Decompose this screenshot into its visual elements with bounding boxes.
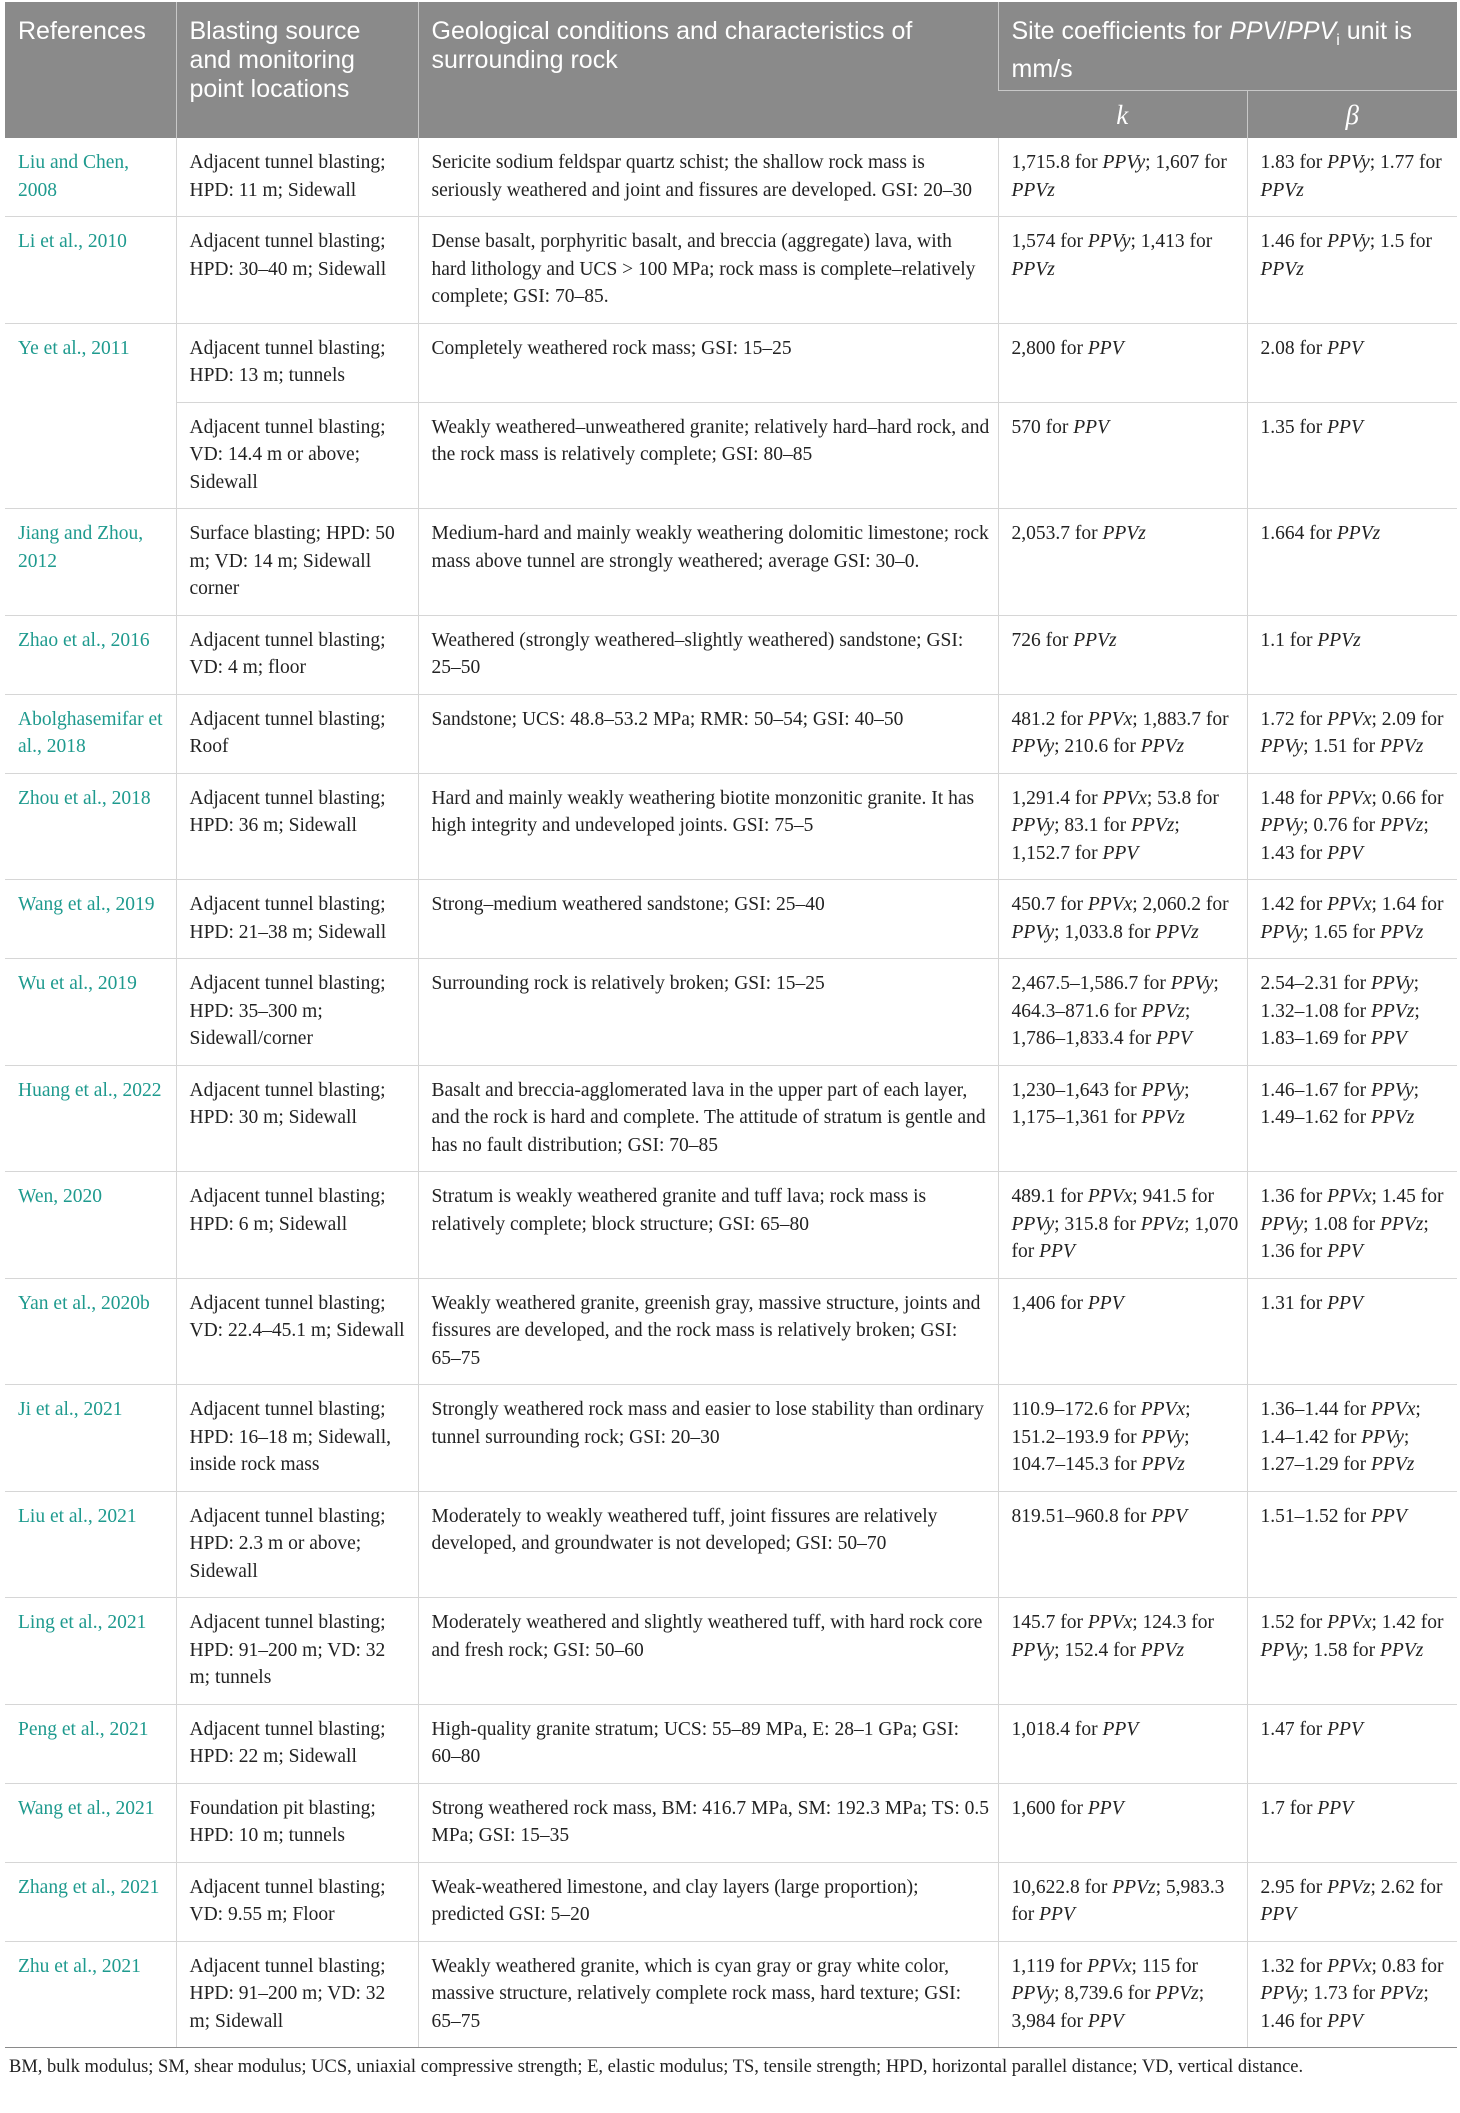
- cell-beta: 1.47 for PPV: [1247, 1704, 1457, 1783]
- header-beta: β: [1247, 91, 1457, 139]
- table-row: [5, 1491, 1457, 1598]
- table-row: [5, 1704, 1457, 1783]
- cell-beta: 1.35 for PPV: [1247, 402, 1457, 509]
- table-row: [5, 1862, 1457, 1941]
- cell-geology: Strongly weathered rock mass and easier to lose stability than ordinary tunnel surrounding rock; GSI: 20–30: [418, 1385, 998, 1492]
- cell-beta: 2.54–2.31 for PPVy; 1.32–1.08 for PPVz; 1.83–1.69 for PPV: [1247, 959, 1457, 1066]
- cell-k: 1,574 for PPVy; 1,413 for PPVz: [998, 217, 1247, 324]
- table-row: [5, 323, 1457, 402]
- table-row: [5, 1598, 1457, 1705]
- cell-reference[interactable]: Li et al., 2010: [5, 217, 176, 324]
- cell-beta: 1.51–1.52 for PPV: [1247, 1491, 1457, 1598]
- cell-geology: Moderately weathered and slightly weathered tuff, with hard rock core and fresh rock; GSI: 50–60: [418, 1598, 998, 1705]
- cell-blasting-source: Adjacent tunnel blasting; HPD: 30 m; Sidewall: [176, 1065, 418, 1172]
- cell-geology: Weakly weathered granite, which is cyan gray or gray white color, massive structure, relatively complete rock mass, hard texture; GSI: 65–75: [418, 1941, 998, 2048]
- table-row: [5, 773, 1457, 880]
- cell-beta: 1.7 for PPV: [1247, 1783, 1457, 1862]
- header-coeff-slash: /: [1279, 17, 1287, 45]
- table-row: [5, 615, 1457, 694]
- cell-beta: 1.72 for PPVx; 2.09 for PPVy; 1.51 for PPVz: [1247, 694, 1457, 773]
- cell-blasting-source: Adjacent tunnel blasting; HPD: 21–38 m; Sidewall: [176, 880, 418, 959]
- header-references: References: [5, 2, 176, 138]
- cell-blasting-source: Adjacent tunnel blasting; Roof: [176, 694, 418, 773]
- cell-geology: Weakly weathered granite, greenish gray, massive structure, joints and fissures are developed, and the rock mass is relatively broken; GSI: 65–75: [418, 1278, 998, 1385]
- cell-reference[interactable]: Yan et al., 2020b: [5, 1278, 176, 1385]
- cell-geology: Sericite sodium feldspar quartz schist; the shallow rock mass is seriously weathered and joint and fissures are developed. GSI: 20–30: [418, 138, 998, 217]
- table-row: [5, 1172, 1457, 1279]
- cell-k: 819.51–960.8 for PPV: [998, 1491, 1247, 1598]
- table-row: [5, 1941, 1457, 2048]
- cell-k: 1,291.4 for PPVx; 53.8 for PPVy; 83.1 for PPVz; 1,152.7 for PPV: [998, 773, 1247, 880]
- table-row: [5, 217, 1457, 324]
- cell-reference[interactable]: Liu and Chen, 2008: [5, 138, 176, 217]
- cell-blasting-source: Surface blasting; HPD: 50 m; VD: 14 m; Sidewall corner: [176, 509, 418, 616]
- header-coeff-prefix: Site coefficients for: [1011, 17, 1230, 45]
- cell-blasting-source: Adjacent tunnel blasting; HPD: 36 m; Sidewall: [176, 773, 418, 880]
- cell-k: 145.7 for PPVx; 124.3 for PPVy; 152.4 for PPVz: [998, 1598, 1247, 1705]
- cell-k: 1,715.8 for PPVy; 1,607 for PPVz: [998, 138, 1247, 217]
- cell-reference[interactable]: Zhao et al., 2016: [5, 615, 176, 694]
- table-row: [5, 1385, 1457, 1492]
- cell-blasting-source: Adjacent tunnel blasting; VD: 14.4 m or above; Sidewall: [176, 402, 418, 509]
- cell-geology: Basalt and breccia-agglomerated lava in the upper part of each layer, and the rock is hard and complete. The attitude of stratum is gentle and has no fault distribution; GSI: 70–85: [418, 1065, 998, 1172]
- cell-reference[interactable]: Peng et al., 2021: [5, 1704, 176, 1783]
- cell-reference[interactable]: Ling et al., 2021: [5, 1598, 176, 1705]
- header-coeff-ppv: PPV: [1229, 17, 1280, 45]
- cell-beta: 1.48 for PPVx; 0.66 for PPVy; 0.76 for PPVz; 1.43 for PPV: [1247, 773, 1457, 880]
- table-row: [5, 509, 1457, 616]
- cell-blasting-source: Adjacent tunnel blasting; HPD: 6 m; Sidewall: [176, 1172, 418, 1279]
- cell-beta: 1.664 for PPVz: [1247, 509, 1457, 616]
- table-footnote: BM, bulk modulus; SM, shear modulus; UCS, uniaxial compressive strength; E, elastic modulus; TS, tensile strength; HPD, horizontal parallel distance; VD, vertical distance.: [9, 2057, 1304, 2077]
- cell-k: 10,622.8 for PPVz; 5,983.3 for PPV: [998, 1862, 1247, 1941]
- cell-reference[interactable]: Ji et al., 2021: [5, 1385, 176, 1492]
- cell-geology: Strong–medium weathered sandstone; GSI: 25–40: [418, 880, 998, 959]
- header-blasting-source: Blasting source and monitoring point locations: [176, 2, 418, 138]
- cell-reference[interactable]: Ye et al., 2011: [18, 337, 130, 359]
- table-row: [5, 138, 1457, 217]
- cell-geology: Hard and mainly weakly weathering biotite monzonitic granite. It has high integrity and undeveloped joints. GSI: 75–5: [418, 773, 998, 880]
- cell-reference[interactable]: Wang et al., 2019: [5, 880, 176, 959]
- cell-reference[interactable]: Zhu et al., 2021: [5, 1941, 176, 2048]
- header-coeff-ppvi: PPV: [1286, 17, 1337, 45]
- cell-beta: 1.32 for PPVx; 0.83 for PPVy; 1.73 for PPVz; 1.46 for PPV: [1247, 1941, 1457, 2048]
- table-row: [5, 959, 1457, 1066]
- cell-k: 726 for PPVz: [998, 615, 1247, 694]
- table-header: [5, 2, 1457, 138]
- cell-blasting-source: Adjacent tunnel blasting; HPD: 11 m; Sidewall: [176, 138, 418, 217]
- cell-geology: Weathered (strongly weathered–slightly weathered) sandstone; GSI: 25–50: [418, 615, 998, 694]
- cell-geology: Completely weathered rock mass; GSI: 15–25: [418, 323, 998, 402]
- header-geology: Geological conditions and characteristics of surrounding rock: [418, 2, 998, 138]
- cell-geology: Stratum is weakly weathered granite and tuff lava; rock mass is relatively complete; block structure; GSI: 65–80: [418, 1172, 998, 1279]
- cell-geology: Surrounding rock is relatively broken; GSI: 15–25: [418, 959, 998, 1066]
- cell-blasting-source: Adjacent tunnel blasting; HPD: 2.3 m or above; Sidewall: [176, 1491, 418, 1598]
- cell-reference[interactable]: Liu et al., 2021: [5, 1491, 176, 1598]
- cell-beta: 1.83 for PPVy; 1.77 for PPVz: [1247, 138, 1457, 217]
- cell-beta: 1.52 for PPVx; 1.42 for PPVy; 1.58 for PPVz: [1247, 1598, 1457, 1705]
- header-k: k: [998, 91, 1247, 139]
- table-container: [5, 2, 1457, 2080]
- cell-blasting-source: Adjacent tunnel blasting; VD: 4 m; floor: [176, 615, 418, 694]
- table-row: [5, 1278, 1457, 1385]
- cell-k: 2,800 for PPV: [998, 323, 1247, 402]
- cell-geology: Strong weathered rock mass, BM: 416.7 MPa, SM: 192.3 MPa; TS: 0.5 MPa; GSI: 15–35: [418, 1783, 998, 1862]
- cell-beta: 1.46–1.67 for PPVy; 1.49–1.62 for PPVz: [1247, 1065, 1457, 1172]
- cell-geology: Sandstone; UCS: 48.8–53.2 MPa; RMR: 50–54; GSI: 40–50: [418, 694, 998, 773]
- cell-reference[interactable]: Wen, 2020: [5, 1172, 176, 1279]
- cell-geology: Dense basalt, porphyritic basalt, and breccia (aggregate) lava, with hard lithology and UCS > 100 MPa; rock mass is complete–relatively complete; GSI: 70–85.: [418, 217, 998, 324]
- cell-beta: 2.95 for PPVz; 2.62 for PPV: [1247, 1862, 1457, 1941]
- cell-reference: [5, 402, 176, 509]
- cell-k: 1,406 for PPV: [998, 1278, 1247, 1385]
- cell-blasting-source: Adjacent tunnel blasting; HPD: 91–200 m; VD: 32 m; Sidewall: [176, 1941, 418, 2048]
- cell-reference[interactable]: Zhou et al., 2018: [5, 773, 176, 880]
- cell-blasting-source: Adjacent tunnel blasting; HPD: 35–300 m; Sidewall/corner: [176, 959, 418, 1066]
- cell-blasting-source: Adjacent tunnel blasting; HPD: 30–40 m; Sidewall: [176, 217, 418, 324]
- header-coeff-sub: i: [1336, 32, 1340, 49]
- table-row: [5, 1065, 1457, 1172]
- cell-reference[interactable]: Jiang and Zhou, 2012: [5, 509, 176, 616]
- cell-k: 570 for PPV: [998, 402, 1247, 509]
- cell-geology: Weak-weathered limestone, and clay layers (large proportion); predicted GSI: 5–20: [418, 1862, 998, 1941]
- cell-beta: 1.36–1.44 for PPVx; 1.4–1.42 for PPVy; 1.27–1.29 for PPVz: [1247, 1385, 1457, 1492]
- cell-blasting-source: Adjacent tunnel blasting; HPD: 91–200 m; VD: 32 m; tunnels: [176, 1598, 418, 1705]
- table-row: [5, 880, 1457, 959]
- cell-k: 110.9–172.6 for PPVx; 151.2–193.9 for PPVy; 104.7–145.3 for PPVz: [998, 1385, 1247, 1492]
- cell-beta: 2.08 for PPV: [1247, 323, 1457, 402]
- cell-blasting-source: Adjacent tunnel blasting; HPD: 16–18 m; Sidewall, inside rock mass: [176, 1385, 418, 1492]
- cell-blasting-source: Adjacent tunnel blasting; HPD: 22 m; Sidewall: [176, 1704, 418, 1783]
- cell-reference[interactable]: Zhang et al., 2021: [5, 1862, 176, 1941]
- table-body: [5, 138, 1457, 2048]
- cell-blasting-source: Foundation pit blasting; HPD: 10 m; tunnels: [176, 1783, 418, 1862]
- cell-beta: 1.36 for PPVx; 1.45 for PPVy; 1.08 for PPVz; 1.36 for PPV: [1247, 1172, 1457, 1279]
- header-coeff-suffix: unit is mm/s: [1011, 17, 1413, 83]
- cell-beta: 1.1 for PPVz: [1247, 615, 1457, 694]
- cell-reference[interactable]: Wang et al., 2021: [5, 1783, 176, 1862]
- table-row: [5, 694, 1457, 773]
- cell-blasting-source: Adjacent tunnel blasting; VD: 22.4–45.1 m; Sidewall: [176, 1278, 418, 1385]
- cell-k: 1,600 for PPV: [998, 1783, 1247, 1862]
- cell-reference[interactable]: Abolghasemifar et al., 2018: [5, 694, 176, 773]
- cell-blasting-source: Adjacent tunnel blasting; VD: 9.55 m; Floor: [176, 1862, 418, 1941]
- cell-geology: Weakly weathered–unweathered granite; relatively hard–hard rock, and the rock mass is relatively complete; GSI: 80–85: [418, 402, 998, 509]
- cell-k: 489.1 for PPVx; 941.5 for PPVy; 315.8 for PPVz; 1,070 for PPV: [998, 1172, 1247, 1279]
- cell-beta: 1.42 for PPVx; 1.64 for PPVy; 1.65 for PPVz: [1247, 880, 1457, 959]
- cell-k: 1,018.4 for PPV: [998, 1704, 1247, 1783]
- header-site-coefficients: [998, 2, 1457, 91]
- table-row: [5, 402, 1457, 509]
- cell-beta: 1.31 for PPV: [1247, 1278, 1457, 1385]
- cell-k: 450.7 for PPVx; 2,060.2 for PPVy; 1,033.8 for PPVz: [998, 880, 1247, 959]
- cell-k: 1,230–1,643 for PPVy; 1,175–1,361 for PPVz: [998, 1065, 1247, 1172]
- table-row: [5, 1783, 1457, 1862]
- cell-k: 2,053.7 for PPVz: [998, 509, 1247, 616]
- cell-geology: High-quality granite stratum; UCS: 55–89 MPa, E: 28–1 GPa; GSI: 60–80: [418, 1704, 998, 1783]
- cell-geology: Moderately to weakly weathered tuff, joint fissures are relatively developed, and groundwater is not developed; GSI: 50–70: [418, 1491, 998, 1598]
- cell-k: 2,467.5–1,586.7 for PPVy; 464.3–871.6 for PPVz; 1,786–1,833.4 for PPV: [998, 959, 1247, 1066]
- cell-k: 481.2 for PPVx; 1,883.7 for PPVy; 210.6 for PPVz: [998, 694, 1247, 773]
- cell-geology: Medium-hard and mainly weakly weathering dolomitic limestone; rock mass above tunnel are strongly weathered; average GSI: 30–0.: [418, 509, 998, 616]
- cell-k: 1,119 for PPVx; 115 for PPVy; 8,739.6 for PPVz; 3,984 for PPV: [998, 1941, 1247, 2048]
- cell-blasting-source: Adjacent tunnel blasting; HPD: 13 m; tunnels: [176, 323, 418, 402]
- cell-reference[interactable]: Wu et al., 2019: [5, 959, 176, 1066]
- cell-reference[interactable]: Huang et al., 2022: [5, 1065, 176, 1172]
- cell-beta: 1.46 for PPVy; 1.5 for PPVz: [1247, 217, 1457, 324]
- site-coefficients-table: [5, 2, 1457, 2048]
